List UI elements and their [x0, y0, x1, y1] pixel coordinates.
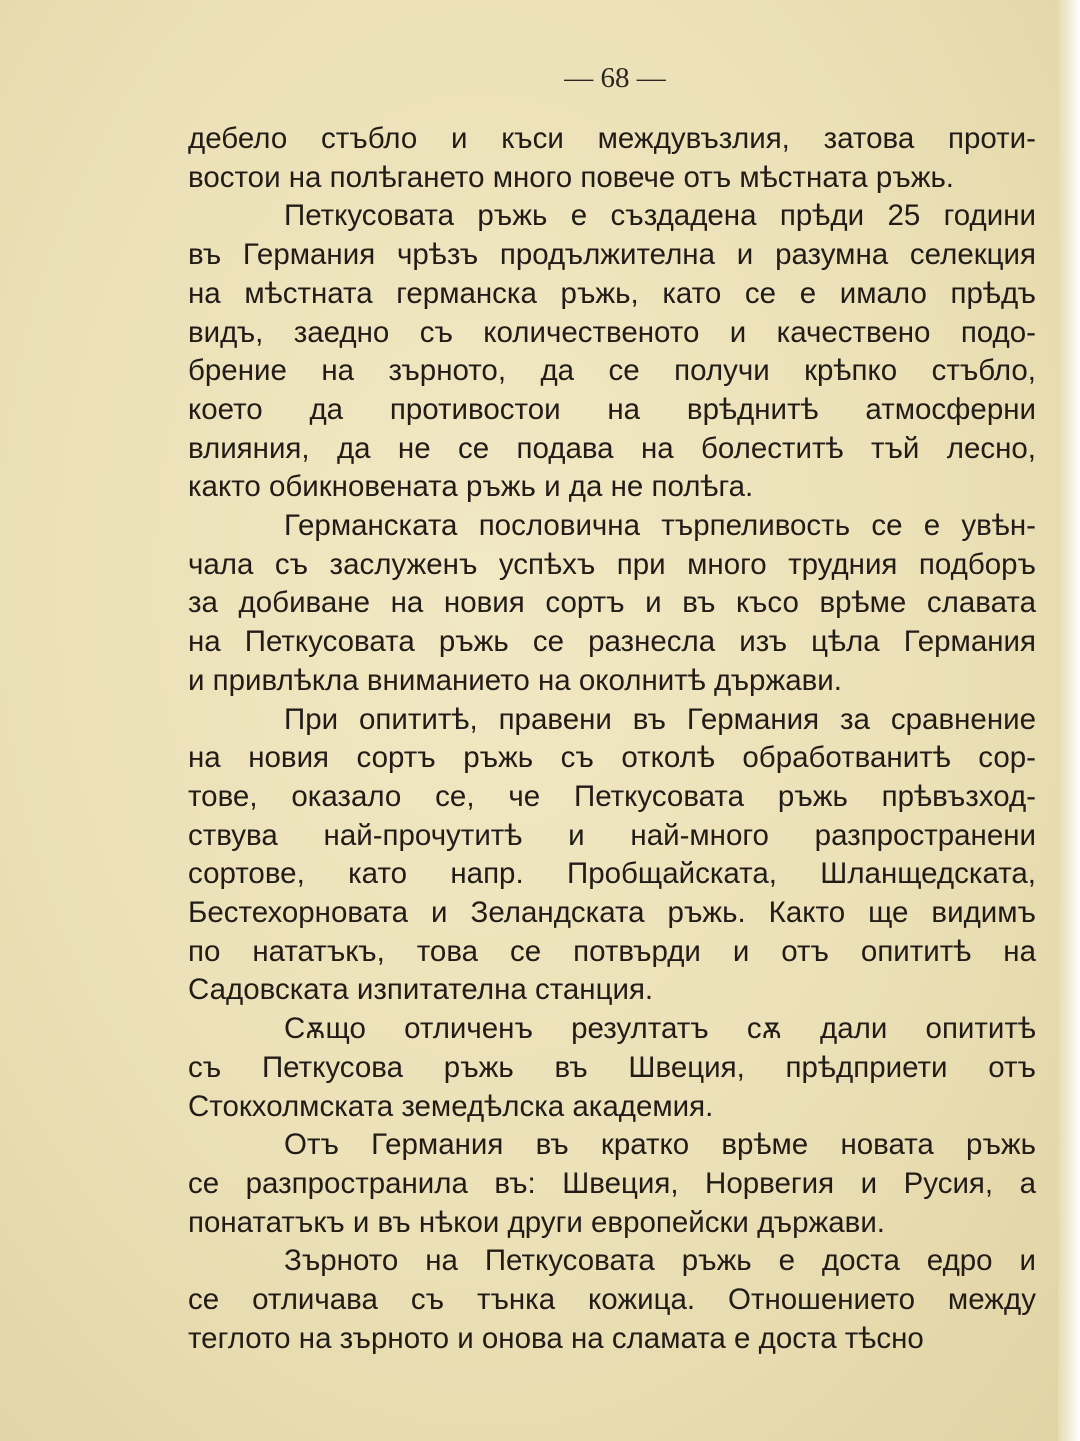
- text-line: сортове, като напр. Пробщайската, Шланщедската,: [188, 857, 1036, 891]
- paragraph: [188, 507, 1036, 701]
- text-line: понататъкъ и въ нѣкои други европейски държави.: [188, 1205, 885, 1239]
- paragraph: [188, 701, 1036, 1011]
- text-line: за добиване на новия сортъ и въ късо врѣме славата: [188, 586, 1036, 620]
- text-line: теглото на зърното и онова на сламата е доста тѣсно: [188, 1321, 924, 1355]
- text-line: Садовската изпитателна станция.: [188, 973, 654, 1007]
- paragraph: [188, 1242, 1036, 1358]
- paragraph: [188, 197, 1036, 507]
- text-line: При опититѣ, правени въ Германия за сравнение: [284, 702, 1036, 736]
- text-line: както обикновената ръжь и да не полѣга.: [188, 470, 754, 504]
- text-line: брение на зърното, да се получи крѣпко стъбло,: [188, 354, 1036, 388]
- text-line: и привлѣкла вниманието на околнитѣ държави.: [188, 663, 842, 697]
- text-line: Стокхолмската земедѣлска академия.: [188, 1089, 714, 1123]
- paragraph: [188, 1126, 1036, 1242]
- text-line: дебело стъбло и къси междувъзлия, затова проти-: [188, 122, 1036, 155]
- text-line: по нататъкъ, това се потвърди и отъ опититѣ на: [188, 934, 1036, 968]
- paragraph: [188, 1010, 1036, 1126]
- text-line: видъ, заедно съ количественото и качествено подо-: [188, 315, 1036, 349]
- text-line: въ Германия чрѣзъ продължителна и разумна селекция: [188, 238, 1036, 272]
- text-line: ствува най-прочутитѣ и най-много разпространени: [188, 818, 1036, 852]
- text-body: [188, 120, 1036, 1359]
- text-line: на новия сортъ ръжь съ отколѣ обработванитѣ сор-: [188, 741, 1036, 775]
- text-line: Отъ Германия въ кратко врѣме новата ръжь: [284, 1128, 1036, 1162]
- text-line: востои на полѣгането много повече отъ мѣстната ръжь.: [188, 160, 955, 194]
- text-line: което да противостои на врѣднитѣ атмосферни: [188, 392, 1036, 426]
- text-line: тове, оказало се, че Петкусовата ръжь прѣвъзход-: [188, 779, 1036, 813]
- text-line: чала съ заслуженъ успѣхъ при много трудния подборъ: [188, 547, 1036, 581]
- text-line: Бестехорновата и Зеландската ръжь. Както ще видимъ: [188, 896, 1036, 930]
- text-line: на Петкусовата ръжь се разнесла изъ цѣла Германия: [188, 625, 1036, 659]
- text-line: Сѫщо отличенъ резултатъ сѫ дали опититѣ: [284, 1012, 1036, 1046]
- text-line: Петкусовата ръжь е създадена прѣди 25 години: [284, 199, 1036, 233]
- paragraph: [188, 120, 1036, 197]
- text-line: на мѣстната германска ръжь, като се е имало прѣдъ: [188, 276, 1036, 310]
- text-line: се разпространила въ: Швеция, Норвегия и Русия, а: [188, 1166, 1036, 1200]
- page-edge-shadow: [1058, 0, 1080, 1441]
- text-line: съ Петкусова ръжь въ Швеция, прѣдприети отъ: [188, 1050, 1036, 1084]
- text-line: Зърното на Петкусовата ръжь е доста едро и: [284, 1244, 1036, 1278]
- text-line: Германската пословична търпеливость се е увѣн-: [284, 509, 1036, 543]
- page-number: — 68 —: [564, 62, 666, 94]
- text-line: влияния, да не се подава на болеститѣ тъй лесно,: [188, 431, 1036, 465]
- text-line: се отличава съ тънка кожица. Отношението между: [188, 1283, 1036, 1317]
